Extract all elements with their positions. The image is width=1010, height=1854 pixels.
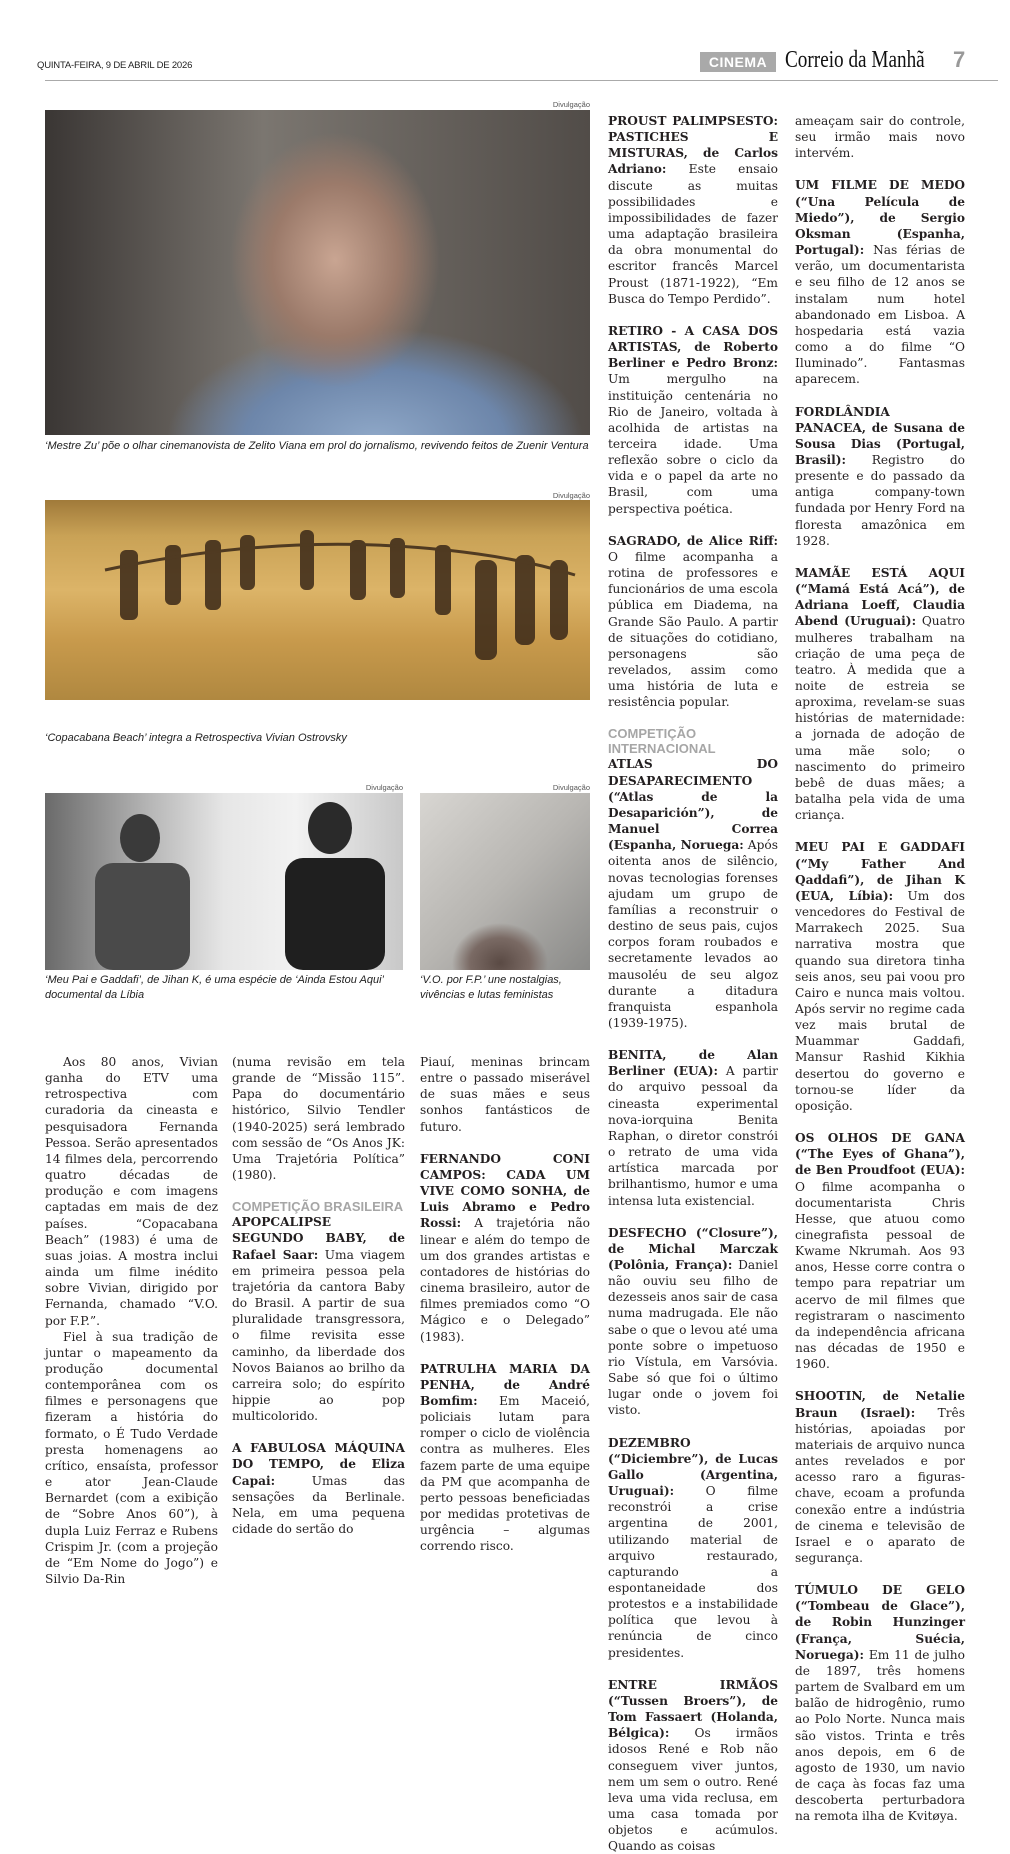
film-description: O filme acompanha o documentarista Chris Hesse, que atuou como cinegrafista pessoal de Kwame Nkrumah. Aos 93 anos, Hesse corre contra o tempo para repatriar um acervo de mil filmes que registraram o nascimento da independência africana nas décadas de 1950 e 1960. xyxy=(795,1179,965,1372)
film-description: O filme acompanha a rotina de professores e funcionários de uma escola pública em Diadema, na Grande São Paulo. A partir de situações do cotidiano, personagens são revelados, assim como uma história de luta e resistência popular. xyxy=(608,549,778,710)
article-paragraph xyxy=(795,113,965,161)
film-description: Um dos vencedores do Festival de Marrakech 2025. Sua narrativa mostra que quando sua diretora tinha seis anos, seu pai voou pro Cairo e nunca mais voltou. Após servir no regime cada vez mais brutal de Muammar Gaddafi, Mansur Rashid Kikhia desertou do governo e tornou-se líder da oposição. xyxy=(795,888,965,1113)
film-description: Umas das sensações da Berlinale. Nela, em uma pequena cidade do sertão do xyxy=(232,1473,405,1537)
section-heading: COMPETIÇÃO INTERNACIONAL xyxy=(608,726,716,757)
film-title: DEZEMBRO (“Diciembre”), de Lucas Gallo (Argentina, Uruguai): xyxy=(608,1435,778,1499)
film-entry xyxy=(795,404,965,549)
page-number: 7 xyxy=(953,47,966,72)
article-paragraph xyxy=(232,1054,405,1183)
film-entry xyxy=(420,1151,590,1345)
film-description: ameaçam sair do controle, seu irmão mais novo intervém. xyxy=(795,114,965,161)
film-description: Em Maceió, policiais lutam para romper o ciclo de violência contra as mulheres. Eles fazem parte de uma equipe da PM que acompanha de perto pessoas beneficiadas por medidas protetivas de urgência – algumas correndo risco. xyxy=(420,1393,590,1554)
film-title: UM FILME DE MEDO (“Una Película de Miedo”), de Sergio Oksman (Espanha, Portugal): xyxy=(795,178,965,258)
film-description: Fiel à sua tradição de juntar o mapeamento da produção documental contemporânea com os filmes e personagens que fizeram a história do formato, o É Tudo Verdade presta homenagens ao crítico, ensaísta, professor e ator Jean-Claude Bernardet (com a exibição de “Sobre Anos 60”), à dupla Luiz Ferraz e Rubens Crispim Jr. (com a projeção de “Em Nome do Jogo”) e Silvio Da-Rin xyxy=(45,1329,218,1586)
film-description: Daniel não ouviu seu filho de dezesseis anos sair de casa numa madrugada. Ele não sabe o que o levou até uma ponte sobre o impetuoso rio Vístula, em Varsóvia. Sabe só que foi o último lugar onde o jovem foi visto. xyxy=(608,1258,778,1418)
film-description: Nas férias de verão, um documentarista e seu filho de 12 anos se instalam num hotel abandonado em Lisboa. A hospedaria está vazia como a do filme “O Iluminado”. Fantasmas aparecem. xyxy=(795,243,965,387)
photo-portrait-elderly-man xyxy=(45,110,590,435)
film-entry xyxy=(795,1130,965,1372)
film-description: Piauí, meninas brincam entre o passado miserável de suas mães e seus sonhos fantásticos de futuro. xyxy=(420,1055,590,1134)
film-entry xyxy=(232,1214,405,1424)
dancers-silhouettes xyxy=(45,500,590,700)
article-column-2 xyxy=(232,1054,405,1537)
film-entry xyxy=(608,756,778,1031)
film-title: DESFECHO (“Closure”), de Michal Marczak (Polônia, França): xyxy=(608,1225,778,1272)
film-entry xyxy=(232,1440,405,1537)
masthead-logo: Correio da Manhã xyxy=(785,47,925,73)
film-description: Em 11 de julho de 1897, três homens partem de Svalbard em um balão de hidrogênio, rumo ao Polo Norte. Nunca mais são vistos. Trinta e três anos depois, em 6 de agosto de 1930, um navio de caça às focas faz uma descoberta perturbadora na remota ilha de Kvitøya. xyxy=(795,1647,965,1824)
film-title: FERNANDO CONI CAMPOS: CADA UM VIVE COMO SONHA, de Luis Abramo e Pedro Rossi: xyxy=(420,1151,590,1231)
article-paragraph xyxy=(45,1054,218,1329)
article-paragraph xyxy=(45,1329,218,1588)
film-description: Após oitenta anos de silêncio, novas tecnologias forenses ajudam um grupo de famílias a reconstruir o destino de seus pais, cujos corpos foram roubados e secretamente levados ao mausoléu de seu algoz durante a ditadura franquista espanhola (1939-1975). xyxy=(608,838,778,1030)
film-description: (numa revisão em tela grande de “Missão 115”. Papa do documentário histórico, Silvio Tendler (1940-2025) será lembrado com sessão de “Os Anos JK: Uma Trajetória Política” (1980). xyxy=(232,1055,405,1183)
film-description: Aos 80 anos, Vivian ganha do ETV uma retrospectiva com curadoria da cineasta e pesquisadora Fernanda Pessoa. Serão apresentados 14 filmes dela, percorrendo quatro décadas de produção e com imagens captadas em mais de dez países. “Copacabana Beach” (1983) é uma de suas joias. A mostra inclui ainda um filme inédito sobre Vivian, dirigido por Fernanda, chamado “V.O. por F.P.”. xyxy=(45,1055,218,1328)
film-description: Três histórias, apoiadas por materiais de arquivo nunca antes revelados e por acesso raro a figuras-chave, ecoam a profunda conexão entre a indústria de cinema e televisão de Israel e o aparato de segurança. xyxy=(795,1405,965,1565)
photo-credit: Divulgação xyxy=(365,783,403,792)
article-column-3 xyxy=(420,1054,590,1555)
article-paragraph xyxy=(420,1054,590,1135)
header-rule xyxy=(45,80,998,81)
film-entry xyxy=(608,323,778,517)
film-entry xyxy=(608,1225,778,1419)
film-title: ATLAS DO DESAPARECIMENTO (“Atlas de la Desaparición”), de Manuel Correa (Espanha, Noruega: xyxy=(608,757,778,853)
film-title: MAMÃE ESTÁ AQUI (“Mamá Está Acá”), de Adriana Loeff, Claudia Abend (Uruguai): xyxy=(795,565,965,629)
photo-caption: ‘Meu Pai e Gaddafi’, de Jihan K, é uma espécie de ‘Ainda Estou Aqui’ documental da Líbia xyxy=(45,974,384,1001)
article-column-4 xyxy=(608,113,778,1854)
film-entry xyxy=(608,1677,778,1854)
film-title: FORDLÂNDIA PANACEA, de Susana de Sousa Dias (Portugal, Brasil): xyxy=(795,404,965,467)
film-description: Os irmãos idosos René e Rob não conseguem viver juntos, nem um sem o outro. René leva uma vida reclusa, em uma casa tomada por objetos e acúmulos. Quando as coisas xyxy=(608,1726,778,1854)
film-title: SAGRADO, de Alice Riff: xyxy=(608,533,778,548)
film-description: Quatro mulheres trabalham na criação de uma peça de teatro. À medida que a noite de estreia se aproxima, revelam-se suas histórias de maternidade: a jornada de adoção de uma mãe solo; o nascimento do primeiro bebê de duas mães; a batalha pela vida de uma criança. xyxy=(795,614,965,823)
film-description: Este ensaio discute as muitas possibilidades e impossibilidades de fazer uma adaptação brasileira da obra monumental do escritor francês Marcel Proust (1871-1922), “Em Busca do Tempo Perdido”. xyxy=(608,162,778,306)
article-column-5 xyxy=(795,113,965,1824)
photo-beach-circle-dance xyxy=(45,500,590,700)
film-entry xyxy=(420,1361,590,1555)
film-entry xyxy=(608,1435,778,1661)
film-entry xyxy=(795,177,965,387)
photo-caption: ‘V.O. por F.P.’ une nostalgias, vivências e lutas feministas xyxy=(420,974,562,1001)
film-entry xyxy=(608,533,778,711)
film-description: Um mergulho na instituição centenária no Rio de Janeiro, voltada à acolhida de artistas na terceira idade. Uma reflexão sobre o ciclo da vida e o papel da arte no Brasil, com uma perspectiva poética. xyxy=(608,372,778,516)
photo-credit: Divulgação xyxy=(552,783,590,792)
photo-gaddafi-archive xyxy=(45,793,403,970)
film-description: O filme reconstrói a crise argentina de 2001, utilizando material de arquivo restaurado, capturando a espontaneidade dos protestos e a instabilidade política que levou à renúncia de cinco presidentes. xyxy=(608,1484,778,1660)
film-title: BENITA, de Alan Berliner (EUA): xyxy=(608,1048,778,1079)
film-entry xyxy=(795,839,965,1114)
film-title: APOPCALIPSE SEGUNDO BABY, de Rafael Saar: xyxy=(232,1215,405,1262)
section-tag: CINEMA xyxy=(700,52,776,72)
film-title: PATRULHA MARIA DA PENHA, de André Bomfim: xyxy=(420,1361,590,1408)
film-entry xyxy=(608,1047,778,1209)
film-entry xyxy=(795,1388,965,1566)
film-description: Uma viagem em primeira pessoa pela trajetória da cantora Baby do Brasil. A partir de sua pluralidade transgressora, o filme revisita esse caminho, da liberdade dos Novos Baianos ao brilho da carreira solo; do espírito hippie ao pop multicolorido. xyxy=(232,1247,405,1424)
film-title: OS OLHOS DE GANA (“The Eyes of Ghana”), de Ben Proudfoot (EUA): xyxy=(795,1131,965,1178)
photo-caption: ‘Copacabana Beach’ integra a Retrospectiva Vivian Ostrovsky xyxy=(45,732,347,744)
film-entry xyxy=(608,113,778,307)
photo-vo-por-fp xyxy=(420,793,590,970)
article-column-1 xyxy=(45,1054,218,1587)
film-description: A partir do arquivo pessoal da cineasta experimental nova-iorquina Benita Raphan, o diretor constrói o retrato de uma vida artística marcada por brilhantismo, humor e uma intensa luta existencial. xyxy=(608,1064,778,1208)
film-entry xyxy=(795,1582,965,1824)
photo-caption: ‘Mestre Zu’ põe o olhar cinemanovista de Zelito Viana em prol do jornalismo, revivendo feitos de Zuenir Ventura xyxy=(45,440,589,452)
film-title: MEU PAI E GADDAFI (“My Father And Qaddafi”), de Jihan K (EUA, Líbia): xyxy=(795,840,965,903)
film-title: ENTRE IRMÃOS (“Tussen Broers”), de Tom Fassaert (Holanda, Bélgica): xyxy=(608,1677,778,1741)
issue-date: QUINTA-FEIRA, 9 DE ABRIL DE 2026 xyxy=(37,60,193,71)
film-title: TÚMULO DE GELO (“Tombeau de Glace”), de Robin Hunzinger (França, Suécia, Noruega): xyxy=(795,1583,965,1662)
film-title: PROUST PALIMPSESTO: PASTICHES E MISTURAS, de Carlos Adriano: xyxy=(608,114,778,177)
photo-credit: Divulgação xyxy=(552,491,590,500)
film-description: A trajetória não linear e além do tempo de um dos grandes artistas e contadores de histórias do cinema brasileiro, autor de filmes premiados como “O Mágico e o Delegado” (1983). xyxy=(420,1216,590,1344)
film-title: SHOOTIN, de Netalie Braun (Israel): xyxy=(795,1389,965,1420)
film-title: A FABULOSA MÁQUINA DO TEMPO, de Eliza Capai: xyxy=(232,1441,405,1488)
figures-silhouettes xyxy=(45,793,403,970)
film-entry xyxy=(795,565,965,824)
photo-credit: Divulgação xyxy=(552,100,590,109)
film-description: Registro do presente e do passado da antiga company-town fundada por Henry Ford na floresta amazônica em 1928. xyxy=(795,452,965,548)
film-title: RETIRO - A CASA DOS ARTISTAS, de Roberto Berliner e Pedro Bronz: xyxy=(608,323,778,371)
section-heading: COMPETIÇÃO BRASILEIRA xyxy=(232,1199,404,1215)
